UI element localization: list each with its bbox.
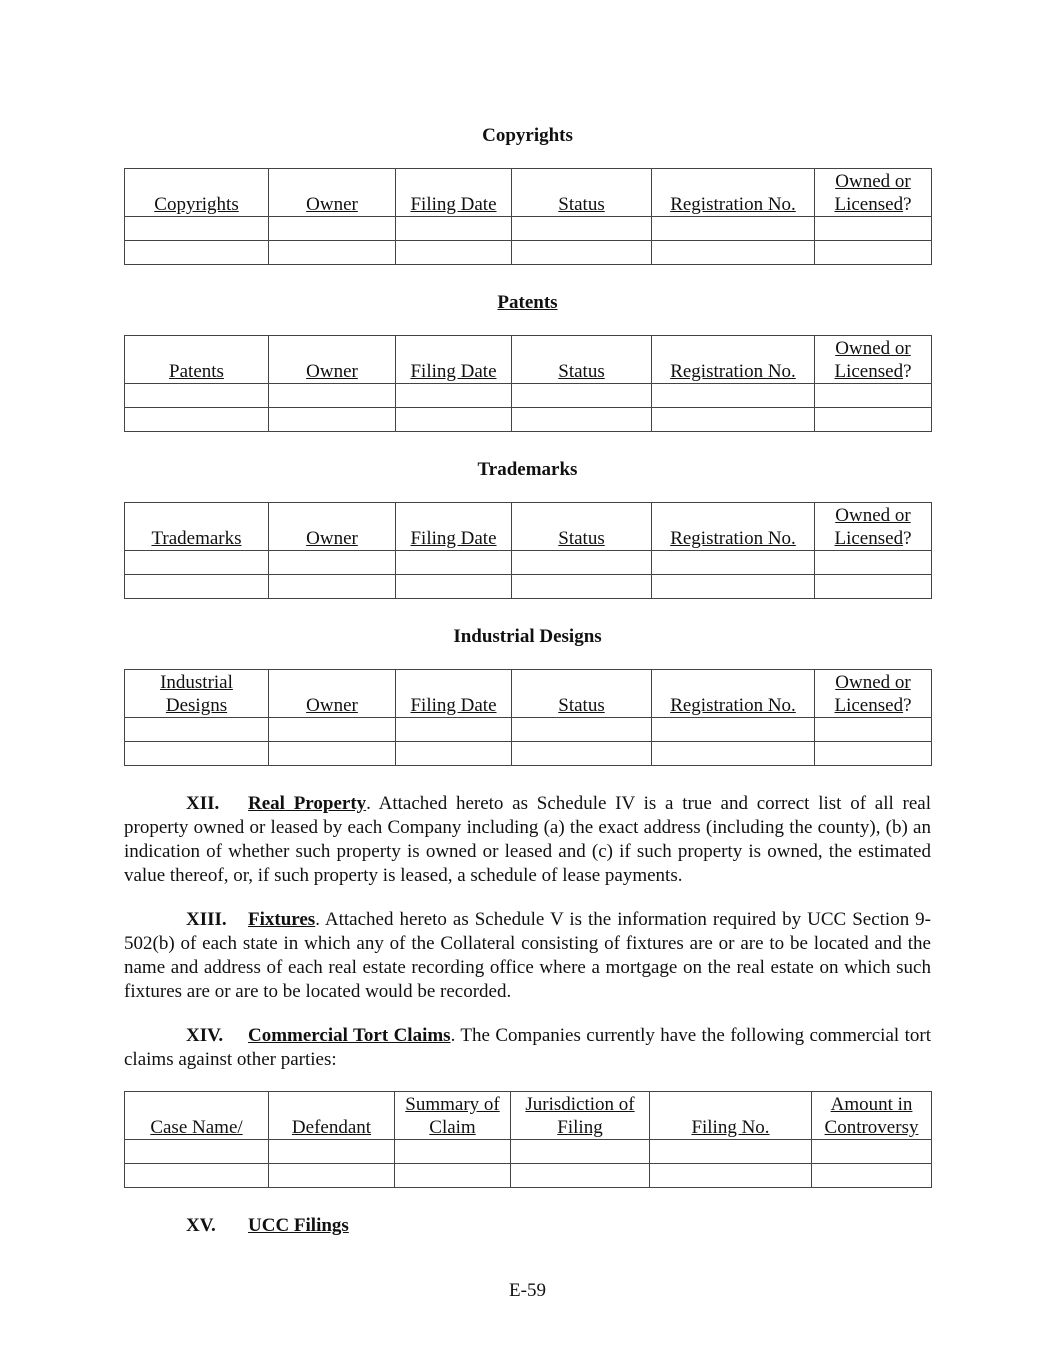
table-cell: [125, 217, 269, 241]
table-cell: [815, 408, 932, 432]
table-cell: [125, 241, 269, 265]
header-label: Controversy: [824, 1117, 919, 1138]
header-label: Owner: [306, 361, 358, 382]
table-cell: [396, 217, 512, 241]
table-title: Industrial Designs: [453, 626, 602, 647]
header-cell: [815, 503, 932, 551]
header-label: Industrial: [160, 672, 233, 693]
header-label: Designs: [165, 695, 228, 716]
header-cell: [652, 169, 815, 217]
header-cell: [812, 1092, 932, 1140]
header-label: Licensed?: [834, 695, 912, 716]
header-label: Registration No.: [670, 194, 796, 215]
table-row: [125, 384, 932, 408]
table-cell: [125, 384, 269, 408]
table-cell: [269, 241, 396, 265]
header-cell: [650, 1092, 812, 1140]
header-label: Defendant: [291, 1117, 372, 1138]
table-cell: [652, 384, 815, 408]
table-cell: [650, 1164, 812, 1188]
header-label: Copyrights: [154, 194, 239, 215]
table-cell: [511, 1140, 650, 1164]
table-cell: [812, 1164, 932, 1188]
section-body: . Attached hereto as Schedule IV is a true and correct list of all real property owned or leased by each Company including (a) the exact address (including the county), (b) an indication of whether such property is owned or leased and (c) if such property is owned, the estimated value thereof, or, if such property is leased, a schedule of lease payments.: [124, 793, 932, 886]
table-cell: [815, 384, 932, 408]
header-cell: [652, 670, 815, 718]
header-label: Owner: [306, 528, 358, 549]
table-cell: [650, 1140, 812, 1164]
table-cell: [812, 1140, 932, 1164]
table-header-row: [125, 336, 932, 384]
header-cell: [396, 169, 512, 217]
table-cell: [512, 551, 652, 575]
table-row: [125, 408, 932, 432]
table-title: Patents: [497, 292, 558, 313]
section-heading: Commercial Tort Claims: [248, 1025, 451, 1046]
header-label: Registration No.: [670, 528, 796, 549]
header-cell: [125, 1092, 269, 1140]
header-label: Owned or: [835, 338, 911, 359]
table-row: [125, 575, 932, 599]
header-label: Filing Date: [410, 695, 497, 716]
table-cell: [269, 718, 396, 742]
table-cell: [512, 575, 652, 599]
table-cell: [125, 1140, 269, 1164]
table-cell: [815, 241, 932, 265]
header-label: Owned or: [835, 505, 911, 526]
table-header-row: [125, 169, 932, 217]
header-cell: [512, 169, 652, 217]
table-cell: [395, 1164, 511, 1188]
section-heading: UCC Filings: [248, 1215, 349, 1236]
section-heading: Fixtures: [248, 909, 316, 930]
section-xii-real-property: [124, 792, 931, 888]
header-label: Owned or: [835, 672, 911, 693]
section-body: . The Companies currently have the following commercial tort claims against other parties:: [124, 1025, 931, 1070]
header-label: Status: [558, 361, 605, 382]
table-cell: [396, 384, 512, 408]
header-label: Licensed?: [834, 194, 912, 215]
header-label: Summary of: [405, 1094, 500, 1115]
header-cell: [125, 336, 269, 384]
table-cell: [512, 217, 652, 241]
section-heading: Real Property: [248, 793, 367, 814]
table-cell: [511, 1164, 650, 1188]
table-cell: [269, 742, 396, 766]
table-cell: [652, 742, 815, 766]
header-label: Registration No.: [670, 361, 796, 382]
header-cell: [125, 503, 269, 551]
table-cell: [125, 408, 269, 432]
table-row: [125, 241, 932, 265]
section-number: XII.: [186, 793, 220, 814]
table-cell: [652, 408, 815, 432]
table-title: Copyrights: [482, 125, 573, 146]
table-cell: [269, 575, 396, 599]
table-cell: [652, 575, 815, 599]
table-header-row: [125, 1092, 932, 1140]
section-xiii-fixtures: [124, 908, 931, 1004]
table-row: [125, 217, 932, 241]
header-cell: [396, 503, 512, 551]
table-cell: [125, 551, 269, 575]
header-cell: [269, 503, 396, 551]
header-cell: [269, 336, 396, 384]
header-label: Owner: [306, 695, 358, 716]
table-cell: [512, 408, 652, 432]
header-cell: [815, 336, 932, 384]
header-cell: [815, 670, 932, 718]
table-cell: [815, 718, 932, 742]
table-cell: [395, 1140, 511, 1164]
header-cell: [815, 169, 932, 217]
header-cell: [269, 670, 396, 718]
header-cell: [511, 1092, 650, 1140]
table-cell: [269, 217, 396, 241]
header-label: Claim: [429, 1117, 476, 1138]
table-cell: [396, 241, 512, 265]
header-label: Filing Date: [410, 528, 497, 549]
table-cell: [396, 718, 512, 742]
table-header-row: [125, 503, 932, 551]
header-label: Trademarks: [151, 528, 242, 549]
header-cell: [652, 503, 815, 551]
header-label: Filing Date: [410, 194, 497, 215]
table-row: [125, 718, 932, 742]
section-body: . Attached hereto as Schedule V is the information required by UCC Section 9-502(b) of each state in which any of the Collateral consisting of fixtures are or are to be located and the name and address of each real estate recording office where a mortgage on the real estate on which such fixtures are or are to be located would be recorded.: [124, 909, 931, 1002]
table-header-row: [125, 670, 932, 718]
commercial-tort-claims-table: [124, 1091, 932, 1188]
ip-table: [124, 669, 932, 766]
table-cell: [269, 408, 396, 432]
table-row: [125, 551, 932, 575]
header-cell: [269, 1092, 395, 1140]
section-xiv-commercial-tort-claims: [124, 1024, 931, 1072]
header-cell: [269, 169, 396, 217]
header-label: Patents: [169, 361, 224, 382]
table-cell: [815, 551, 932, 575]
header-cell: [652, 336, 815, 384]
table-cell: [125, 742, 269, 766]
table-cell: [269, 1164, 395, 1188]
header-label: Amount in: [830, 1094, 913, 1115]
table-cell: [512, 241, 652, 265]
ip-table: [124, 335, 932, 432]
table-cell: [512, 384, 652, 408]
header-label: Owner: [306, 194, 358, 215]
header-cell: [512, 336, 652, 384]
table-row: [125, 742, 932, 766]
table-cell: [815, 742, 932, 766]
header-cell: [512, 670, 652, 718]
header-cell: [395, 1092, 511, 1140]
table-cell: [125, 575, 269, 599]
header-cell: [396, 670, 512, 718]
header-cell: [512, 503, 652, 551]
section-xv-ucc-filings: [124, 1214, 931, 1238]
table-cell: [652, 241, 815, 265]
table-cell: [125, 1164, 269, 1188]
header-label: Status: [558, 528, 605, 549]
table-cell: [815, 217, 932, 241]
table-cell: [396, 551, 512, 575]
table-cell: [396, 742, 512, 766]
header-label: Case Name/: [150, 1117, 243, 1138]
ip-table: [124, 168, 932, 265]
table-title: Trademarks: [477, 459, 578, 480]
header-label: Jurisdiction of: [525, 1094, 635, 1115]
table-cell: [269, 551, 396, 575]
section-number: XV.: [186, 1215, 216, 1236]
header-cell: [125, 169, 269, 217]
table-cell: [512, 718, 652, 742]
header-label: Licensed?: [834, 361, 912, 382]
table-cell: [269, 384, 396, 408]
table-cell: [396, 408, 512, 432]
header-label: Status: [558, 194, 605, 215]
table-cell: [815, 575, 932, 599]
table-cell: [652, 217, 815, 241]
table-cell: [652, 718, 815, 742]
table-cell: [652, 551, 815, 575]
header-label: Filing: [557, 1117, 603, 1138]
section-number: XIII.: [186, 909, 227, 930]
ip-table: [124, 502, 932, 599]
table-cell: [269, 1140, 395, 1164]
header-label: Status: [558, 695, 605, 716]
table-row: [125, 1140, 932, 1164]
header-cell: [125, 670, 269, 718]
table-cell: [125, 718, 269, 742]
header-label: Registration No.: [670, 695, 796, 716]
page-number: E-59: [509, 1280, 546, 1301]
table-cell: [396, 575, 512, 599]
header-label: Licensed?: [834, 528, 912, 549]
table-row: [125, 1164, 932, 1188]
section-number: XIV.: [186, 1025, 224, 1046]
header-label: Owned or: [835, 171, 911, 192]
header-label: Filing No.: [691, 1117, 770, 1138]
header-cell: [396, 336, 512, 384]
header-label: Filing Date: [410, 361, 497, 382]
table-cell: [512, 742, 652, 766]
